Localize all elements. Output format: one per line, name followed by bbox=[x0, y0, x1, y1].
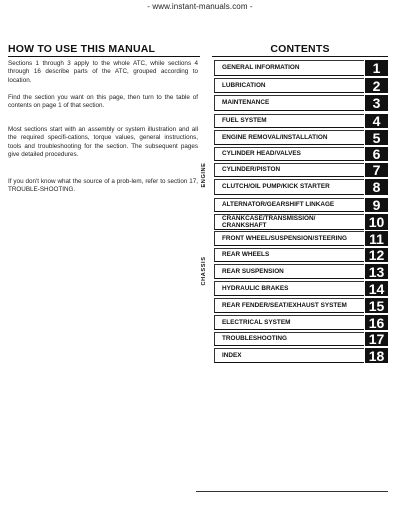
toc-section-number-tab: 14 bbox=[365, 281, 388, 296]
toc-entry-label: LUBRICATION bbox=[222, 81, 266, 89]
toc-entry[interactable] bbox=[214, 95, 388, 113]
toc-entry[interactable] bbox=[214, 231, 388, 248]
toc-entry[interactable] bbox=[214, 315, 388, 332]
toc-entry[interactable] bbox=[214, 248, 388, 264]
toc-entry-label: ALTERNATOR/GEARSHIFT LINKAGE bbox=[222, 201, 335, 209]
toc-section-number-tab: 11 bbox=[365, 231, 388, 246]
toc-entry[interactable] bbox=[214, 264, 388, 281]
toc-entry-label: MAINTENANCE bbox=[222, 99, 270, 107]
toc-entry[interactable] bbox=[214, 130, 388, 147]
toc-entry-label: ELECTRICAL SYSTEM bbox=[222, 318, 291, 326]
toc-section-number-tab: 9 bbox=[365, 198, 388, 212]
contents-title: CONTENTS bbox=[270, 43, 330, 55]
toc-entry-label: CLUTCH/OIL PUMP/KICK STARTER bbox=[222, 183, 330, 191]
toc-section-number-tab: 6 bbox=[365, 147, 388, 161]
toc-section-number-tab: 16 bbox=[365, 315, 388, 330]
toc-entry[interactable] bbox=[214, 78, 388, 95]
toc-entry[interactable] bbox=[214, 298, 388, 315]
toc-entry[interactable] bbox=[214, 332, 388, 348]
toc-entry-label: REAR WHEELS bbox=[222, 251, 270, 259]
watermark-text: - www.instant-manuals.com - bbox=[147, 2, 253, 11]
toc-entry-label: FUEL SYSTEM bbox=[222, 117, 267, 125]
toc-section-number-tab: 17 bbox=[365, 332, 388, 346]
intro-paragraph-3: Most sections start with an assembly or system illustration and all the required specifi-cations, torque values, general instructions, tools and troubleshooting for the section. The subsequent pages give detailed procedures. bbox=[8, 126, 198, 159]
toc-section-number-tab: 4 bbox=[365, 114, 388, 128]
toc-entry-label: ENGINE REMOVAL/INSTALLATION bbox=[222, 133, 328, 141]
toc-section-number-tab: 2 bbox=[365, 78, 388, 93]
toc-section-number-tab: 8 bbox=[365, 179, 388, 195]
toc-entry-label: CYLINDER HEAD/VALVES bbox=[222, 150, 301, 158]
contents-title-rule bbox=[212, 56, 388, 57]
toc-entry-label: REAR SUSPENSION bbox=[222, 267, 284, 275]
toc-entry[interactable] bbox=[214, 281, 388, 298]
how-to-use-title: HOW TO USE THIS MANUAL bbox=[8, 43, 156, 55]
toc-section-number-tab: 13 bbox=[365, 264, 388, 279]
toc-entry[interactable] bbox=[214, 147, 388, 163]
left-title-rule bbox=[8, 56, 200, 57]
intro-paragraph-4: If you don't know what the source of a prob-lem, refer to section 17, TROUBLE-SHOOTING. bbox=[8, 178, 198, 194]
toc-entry[interactable] bbox=[214, 348, 388, 365]
toc-entry-label: TROUBLESHOOTING bbox=[222, 335, 287, 343]
toc-section-number-tab: 10 bbox=[365, 214, 388, 230]
engine-group-label: ENGINE bbox=[201, 162, 207, 188]
toc-entry-label: CRANKCASE/TRANSMISSION/ CRANKSHAFT bbox=[222, 214, 316, 229]
toc-section-number-tab: 7 bbox=[365, 163, 388, 177]
toc-section-number-tab: 15 bbox=[365, 298, 388, 313]
toc-entry[interactable] bbox=[214, 214, 388, 232]
chassis-group-label: CHASSIS bbox=[201, 256, 207, 286]
toc-entry-label: FRONT WHEEL/SUSPENSION/STEERING bbox=[222, 234, 347, 242]
toc-entry-label: REAR FENDER/SEAT/EXHAUST SYSTEM bbox=[222, 301, 347, 309]
toc-entry-label: GENERAL INFORMATION bbox=[222, 64, 300, 72]
toc-entry[interactable] bbox=[214, 163, 388, 179]
bottom-rule bbox=[196, 491, 388, 492]
toc-section-number-tab: 18 bbox=[365, 348, 388, 363]
intro-paragraph-1: Sections 1 through 3 apply to the whole ATC, while sections 4 through 16 describe parts of the ATC, grouped according to location. bbox=[8, 60, 198, 84]
toc-entry[interactable] bbox=[214, 198, 388, 214]
intro-paragraph-2: Find the section you want on this page, then turn to the table of contents on page 1 of that section. bbox=[8, 94, 198, 110]
toc-entry[interactable] bbox=[214, 179, 388, 197]
toc-entry[interactable] bbox=[214, 114, 388, 130]
toc-entry-label: HYDRAULIC BRAKES bbox=[222, 284, 289, 292]
toc-entry-label: INDEX bbox=[222, 351, 242, 359]
toc-section-number-tab: 12 bbox=[365, 248, 388, 262]
toc-section-number-tab: 1 bbox=[365, 60, 388, 76]
toc-entry[interactable] bbox=[214, 60, 388, 78]
toc-section-number-tab: 5 bbox=[365, 130, 388, 145]
toc-section-number-tab: 3 bbox=[365, 95, 388, 111]
toc-entry-label: CYLINDER/PISTON bbox=[222, 166, 281, 174]
